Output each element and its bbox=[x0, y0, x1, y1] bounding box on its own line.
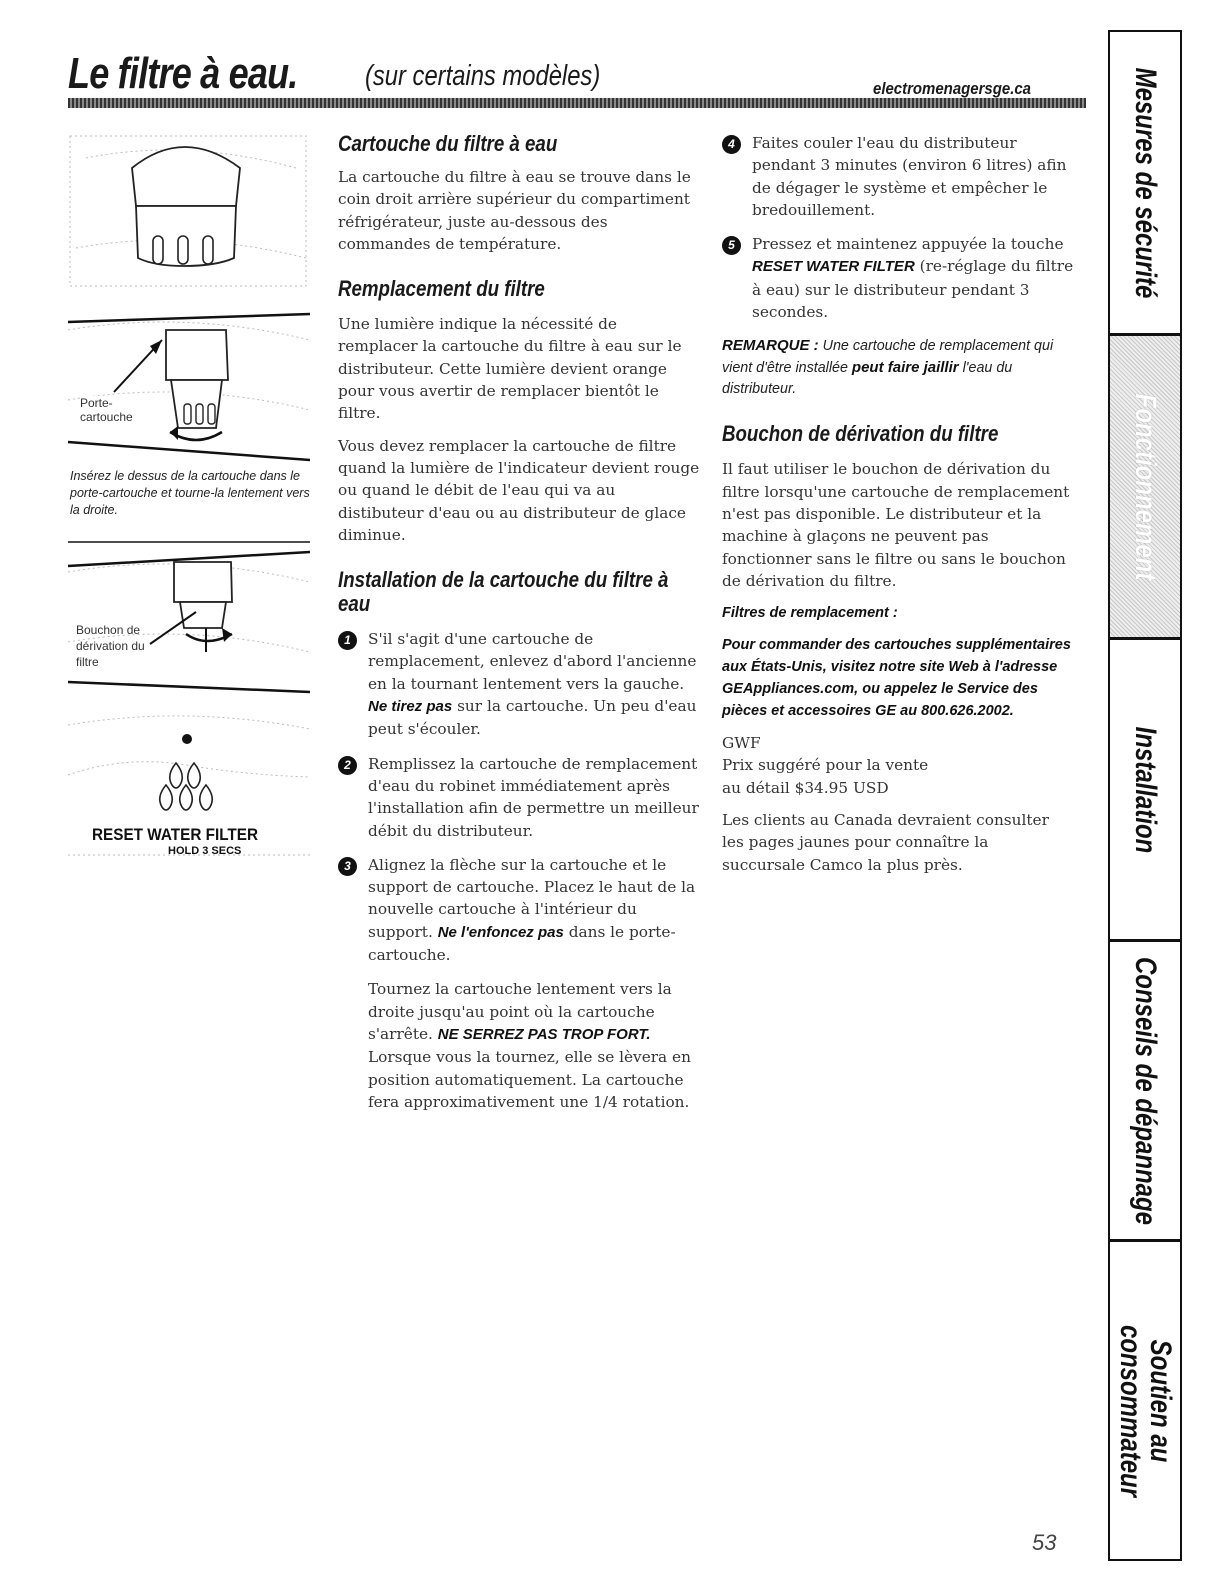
section-title-bouchon: Bouchon de dérivation du filtre bbox=[722, 421, 999, 447]
tab-fonctionnement[interactable] bbox=[1110, 336, 1180, 640]
step-number: 4 bbox=[722, 135, 741, 154]
middle-column bbox=[338, 132, 700, 1125]
tab-soutien-au-consommateur[interactable] bbox=[1110, 1242, 1180, 1559]
filter-holder-illustration bbox=[66, 300, 312, 462]
page-number: 53 bbox=[1032, 1530, 1057, 1555]
holder-caption: Insérez le dessus de la cartouche dans le porte-cartouche et tourne-la lentement vers la droite. bbox=[70, 469, 310, 517]
paragraph: Vous devez remplacer la cartouche de filtre quand la lumière de l'indicateur devient rouge ou quand le débit de l'eau qui va au distibuteur d'eau ou au distributeur de glace diminue. bbox=[338, 436, 700, 544]
replacement-filters-text: Pour commander des cartouches supplémentaires aux États-Unis, visitez notre site Web à l'adresse GEAppliances.com, ou appelez le Service des pièces et accessoires GE au 800.626.2002. bbox=[722, 637, 1071, 720]
step-text: dans le porte-cartouche. bbox=[368, 922, 676, 965]
note-text: l'eau du distributeur. bbox=[722, 360, 1013, 398]
paragraph: Une lumière indique la nécessité de remplacer la cartouche du filtre à eau sur le distributeur. Cette lumière devient orange pour vous avertir de remplacer bientôt le filtre. bbox=[338, 315, 682, 423]
step-3 bbox=[338, 854, 700, 1113]
section-tabs bbox=[1108, 30, 1182, 1561]
note-label: REMARQUE : bbox=[722, 337, 819, 355]
step-text: Tournez la cartouche lentement vers la droite jusqu'au point où la cartouche s'arrête. bbox=[368, 980, 672, 1043]
price-line-1: Prix suggéré pour la vente bbox=[722, 756, 929, 775]
section-title-remplacement: Remplacement du filtre bbox=[338, 276, 545, 302]
header-rule bbox=[68, 98, 1086, 108]
remarque-note bbox=[722, 335, 1074, 400]
step-emphasis: RESET WATER FILTER bbox=[752, 258, 915, 276]
step-number: 5 bbox=[722, 236, 741, 255]
step-paragraph bbox=[368, 978, 700, 1113]
tab-label: Installation bbox=[1129, 726, 1162, 853]
holder-label: Porte-cartouche bbox=[80, 396, 150, 424]
step-text: (re-réglage du filtre à eau) sur le distributeur pendant 3 secondes. bbox=[752, 257, 1074, 322]
canada-note: Les clients au Canada devraient consulter les pages jaunes pour connaître la succursale Camco la plus près. bbox=[722, 811, 1049, 874]
step-emphasis: Ne tirez pas bbox=[368, 698, 453, 716]
website-link[interactable]: electromenagersge.ca bbox=[873, 79, 1032, 98]
bypass-plug-illustration bbox=[66, 532, 312, 702]
step-number: 3 bbox=[338, 857, 357, 876]
step-text: Faites couler l'eau du distributeur pendant 3 minutes (environ 6 litres) afin de dégager le système et empêcher le bredouillement. bbox=[752, 134, 1067, 219]
step-text: S'il s'agit d'une cartouche de remplacement, enlevez d'abord l'ancienne en la tournant lentement vers la gauche. bbox=[368, 630, 697, 693]
step-text: Pressez et maintenez appuyée la touche bbox=[752, 235, 1064, 254]
step-number: 1 bbox=[338, 631, 357, 650]
step-emphasis: Ne l'enfoncez pas bbox=[437, 923, 564, 941]
price-line-2: au détail $34.95 USD bbox=[722, 778, 889, 797]
tab-label-text: Soutien au consommateur bbox=[1114, 1324, 1177, 1497]
note-emphasis: peut faire jaillir bbox=[851, 359, 959, 377]
step-text: Remplissez la cartouche de remplacement d'eau du robinet immédiatement après l'installation afin de permettre un meilleur débit du distributeur. bbox=[368, 754, 699, 840]
section-title-installation: Installation de la cartouche du filtre à eau bbox=[338, 567, 669, 617]
section-title-cartouche: Cartouche du filtre à eau bbox=[338, 131, 558, 156]
step-5 bbox=[722, 233, 1074, 323]
tab-label: Conseils de dépannage bbox=[1129, 956, 1162, 1225]
tab-label bbox=[1114, 1324, 1177, 1497]
bypass-label: Bouchon de dérivation du filtre bbox=[76, 623, 145, 669]
step-text: Lorsque vous la tournez, elle se lèvera en position automatiquement. La cartouche fera approximativement une 1/4 rotation. bbox=[368, 1048, 691, 1111]
step-emphasis: NE SERREZ PAS TROP FORT. bbox=[437, 1025, 651, 1043]
step-1 bbox=[338, 628, 700, 740]
step-text: sur la cartouche. Un peu d'eau peut s'écouler. bbox=[368, 697, 697, 739]
step-4 bbox=[722, 132, 1074, 221]
step-2 bbox=[338, 753, 700, 842]
tab-label: Fonctionnement bbox=[1129, 393, 1162, 580]
page-title: Le filtre à eau. bbox=[68, 49, 298, 98]
paragraph: La cartouche du filtre à eau se trouve dans le coin droit arrière supérieur du compartiment réfrigérateur, juste au-dessous des commandes de température. bbox=[338, 168, 691, 253]
filter-cartridge-illustration bbox=[66, 128, 312, 290]
tab-mesures-de-securite[interactable] bbox=[1110, 32, 1180, 336]
paragraph: Il faut utiliser le bouchon de dérivation du filtre lorsqu'une cartouche de remplacement n'est pas disponible. Le distributeur et la machine à glaçons ne peuvent pas fonctionner sans le filtre ou sans le bouchon de dérivation du filtre. bbox=[722, 460, 1070, 590]
step-number: 2 bbox=[338, 756, 357, 775]
note-text: Une cartouche de remplacement qui vient d'être installée bbox=[722, 338, 1054, 377]
tab-conseils-de-depannage[interactable] bbox=[1110, 942, 1180, 1242]
step-text: Alignez la flèche sur la cartouche et le support de cartouche. Placez le haut de la nouvelle cartouche à l'intérieur du support. bbox=[368, 855, 696, 941]
replacement-filters-title: Filtres de remplacement : bbox=[722, 605, 898, 622]
right-column bbox=[722, 132, 1074, 886]
tab-installation[interactable] bbox=[1110, 640, 1180, 942]
tab-label: Mesures de sécurité bbox=[1129, 67, 1162, 298]
reset-button-label: RESET WATER FILTER bbox=[92, 825, 259, 844]
reset-hold-label: HOLD 3 SECS bbox=[168, 845, 242, 857]
model-number: GWF bbox=[722, 734, 761, 753]
page-subtitle: (sur certains modèles) bbox=[365, 60, 601, 92]
